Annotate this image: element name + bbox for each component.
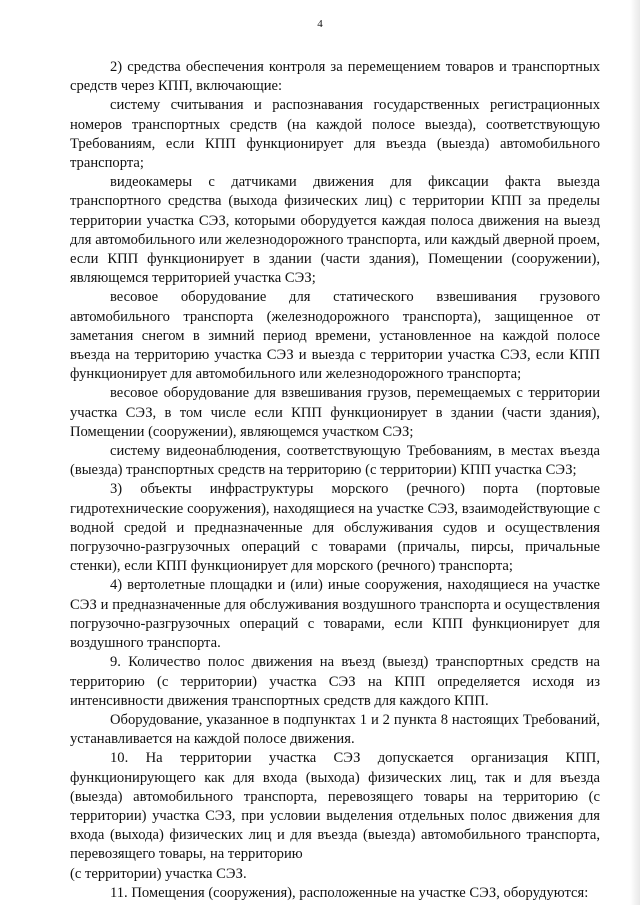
paragraph-video-surveillance: систему видеонаблюдения, соответствующую Требованиям, в местах въезда (выезда) транспортных средств на территорию (с территории) КПП участка СЭЗ; <box>70 443 600 479</box>
paragraph-item-4: 4) вертолетные площадки и (или) иные сооружения, находящиеся на участке СЭЗ и предназначенные для обслуживания воздушного транспорта и осуществления погрузочно-разгрузочных операций с товарами, если КПП функционирует для воздушного транспорта. <box>70 577 600 652</box>
paragraph-clause-10-end: (с территории) участка СЭЗ. <box>70 865 247 882</box>
paragraph-static-weighing: весовое оборудование для статического взвешивания грузового автомобильного транспорта (железнодорожного транспорта), защищенное от заметания снегом в зимний период времени, установленное на каждой полосе въезда на территорию участка СЭЗ и выезда с территории участка СЭЗ, если КПП функционирует для автомобильного или железнодорожного транспорта; <box>70 289 600 383</box>
paragraph-clause-11: 11. Помещения (сооружения), расположенные на участке СЭЗ, оборудуются: <box>110 884 589 901</box>
paragraph-cargo-weighing: весовое оборудование для взвешивания грузов, перемещаемых с территории участка СЭЗ, в том числе если КПП функционирует в здании (части здания), Помещении (сооружении), являющемся участком СЭЗ; <box>70 385 600 440</box>
paragraph-item-2: 2) средства обеспечения контроля за перемещением товаров и транспортных средств через КПП, включающие: <box>70 59 600 95</box>
paragraph-clause-9: 9. Количество полос движения на въезд (выезд) транспортных средств на территорию (с территории) участка СЭЗ на КПП определяется исходя из интенсивности движения транспортных средств для каждого КПП. <box>70 654 600 709</box>
paragraph-equipment-note: Оборудование, указанное в подпунктах 1 и 2 пункта 8 настоящих Требований, устанавливается на каждой полосе движения. <box>70 711 600 748</box>
paragraph-video-cameras: видеокамеры с датчиками движения для фиксации факта выезда транспортного средства (выхода физических лиц) с территории КПП за пределы территории участка СЭЗ, которыми оборудуется каждая полоса движения на выезд для автомобильного или железнодорожного транспорта, или каждый дверной проем, если КПП функционирует в здании (части здания), Помещении (сооружении), являющемся территорией участка СЭЗ; <box>70 174 600 287</box>
document-body <box>70 58 600 903</box>
page-number: 4 <box>317 18 323 30</box>
paragraph-plate-recognition: систему считывания и распознавания государственных регистрационных номеров транспортных средств (на каждой полосе выезда), соответствующую Требованиям, если КПП функционирует для въезда (выезда) автомобильного транспорта; <box>70 97 600 172</box>
paragraph-clause-10: 10. На территории участка СЭЗ допускается организация КПП, функционирующего как для входа (выхода) физических лиц, так и для въезда (выезда) автомобильного транспорта, перевозящего товары на территорию (с территории) участка СЭЗ, при условии выделения отдельных полос движения для входа (выхода) физических лиц и для въезда (выезда) автомобильного транспорта, перевозящего товары, на территорию <box>70 750 600 863</box>
paragraph-item-3: 3) объекты инфраструктуры морского (речного) порта (портовые гидротехнические сооружения), находящиеся на участке СЭЗ, взаимодействующие с водной средой и предназначенные для обслуживания судов и осуществления погрузочно-разгрузочных операций с товарами (причалы, пирсы, причальные стенки), если КПП функционирует для морского (речного) транспорта; <box>70 481 600 575</box>
scan-edge-shadow <box>630 0 640 905</box>
